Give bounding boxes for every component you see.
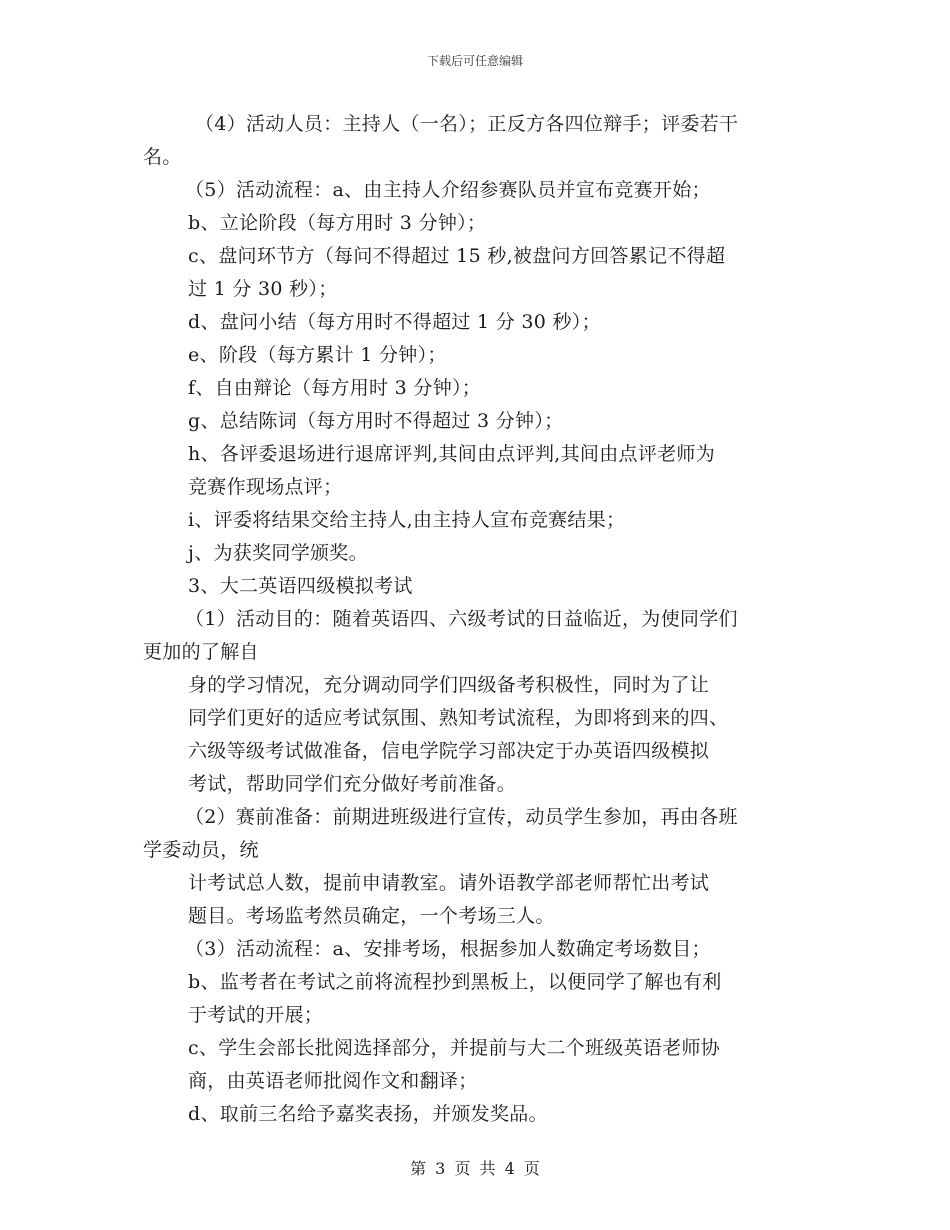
text-line: （5）活动流程：a、由主持人介绍参赛队员并宣布竞赛开始； [185, 179, 711, 201]
text-line: j、为获奖同学颁奖。 [188, 542, 368, 564]
text-line: i、评委将结果交给主持人,由主持人宣布竞赛结果； [188, 509, 626, 531]
text-line: c、盘问环节方（每问不得超过 15 秒,被盘问方回答累记不得超 [188, 245, 726, 267]
text-line: 更加的了解自 [143, 641, 259, 663]
text-line: 六级等级考试做准备，信电学院学习部决定于办英语四级模拟 [188, 740, 710, 762]
text-line: （2）赛前准备：前期进班级进行宣传，动员学生参加，再由各班 [185, 806, 738, 828]
text-line: 计考试总人数，提前申请教室。请外语教学部老师帮忙出考试 [188, 872, 710, 894]
text-line: （4）活动人员：主持人（一名）；正反方各四位辩手；评委若干 [195, 113, 739, 135]
text-line: 名。 [143, 146, 182, 168]
text-line: （1）活动目的：随着英语四、六级考试的日益临近，为使同学们 [185, 608, 738, 630]
text-line: 过 1 分 30 秒）； [188, 278, 338, 300]
text-line: d、盘问小结（每方用时不得超过 1 分 30 秒）； [188, 311, 601, 333]
text-line: 题目。考场监考然员确定，一个考场三人。 [188, 905, 555, 927]
text-line: 竞赛作现场点评； [188, 476, 343, 498]
text-line: b、立论阶段（每方用时 3 分钟）； [188, 212, 487, 234]
text-line: b、监考者在考试之前将流程抄到黑板上，以便同学了解也有利 [188, 971, 722, 993]
text-line: f、自由辩论（每方用时 3 分钟）； [188, 377, 482, 399]
page-number-footer: 第 3 页 共 4 页 [410, 1159, 540, 1178]
text-line: g、总结陈词（每方用时不得超过 3 分钟）； [188, 410, 564, 432]
page-header: 下载后可任意编辑 [426, 54, 523, 68]
text-line: 考试，帮助同学们充分做好考前准备。 [188, 773, 517, 795]
text-line: d、取前三名给予嘉奖表扬，并颁发奖品。 [188, 1103, 548, 1125]
text-line: 同学们更好的适应考试氛围、熟知考试流程，为即将到来的四、 [188, 707, 729, 729]
text-line: 身的学习情况，充分调动同学们四级备考积极性，同时为了让 [188, 674, 710, 696]
text-line: h、各评委退场进行退席评判,其间由点评判,其间由点评老师为 [188, 443, 716, 465]
text-line: 于考试的开展； [188, 1004, 324, 1026]
text-line: 学委动员，统 [143, 839, 259, 861]
text-line: c、学生会部长批阅选择部分，并提前与大二个班级英语老师协 [188, 1037, 721, 1059]
text-line: 3、大二英语四级模拟考试 [188, 575, 413, 597]
text-line: e、阶段（每方累计 1 分钟）； [188, 344, 447, 366]
text-line: （3）活动流程：a、安排考场，根据参加人数确定考场数目； [185, 938, 711, 960]
text-line: 商，由英语老师批阅作文和翻译； [188, 1070, 478, 1092]
